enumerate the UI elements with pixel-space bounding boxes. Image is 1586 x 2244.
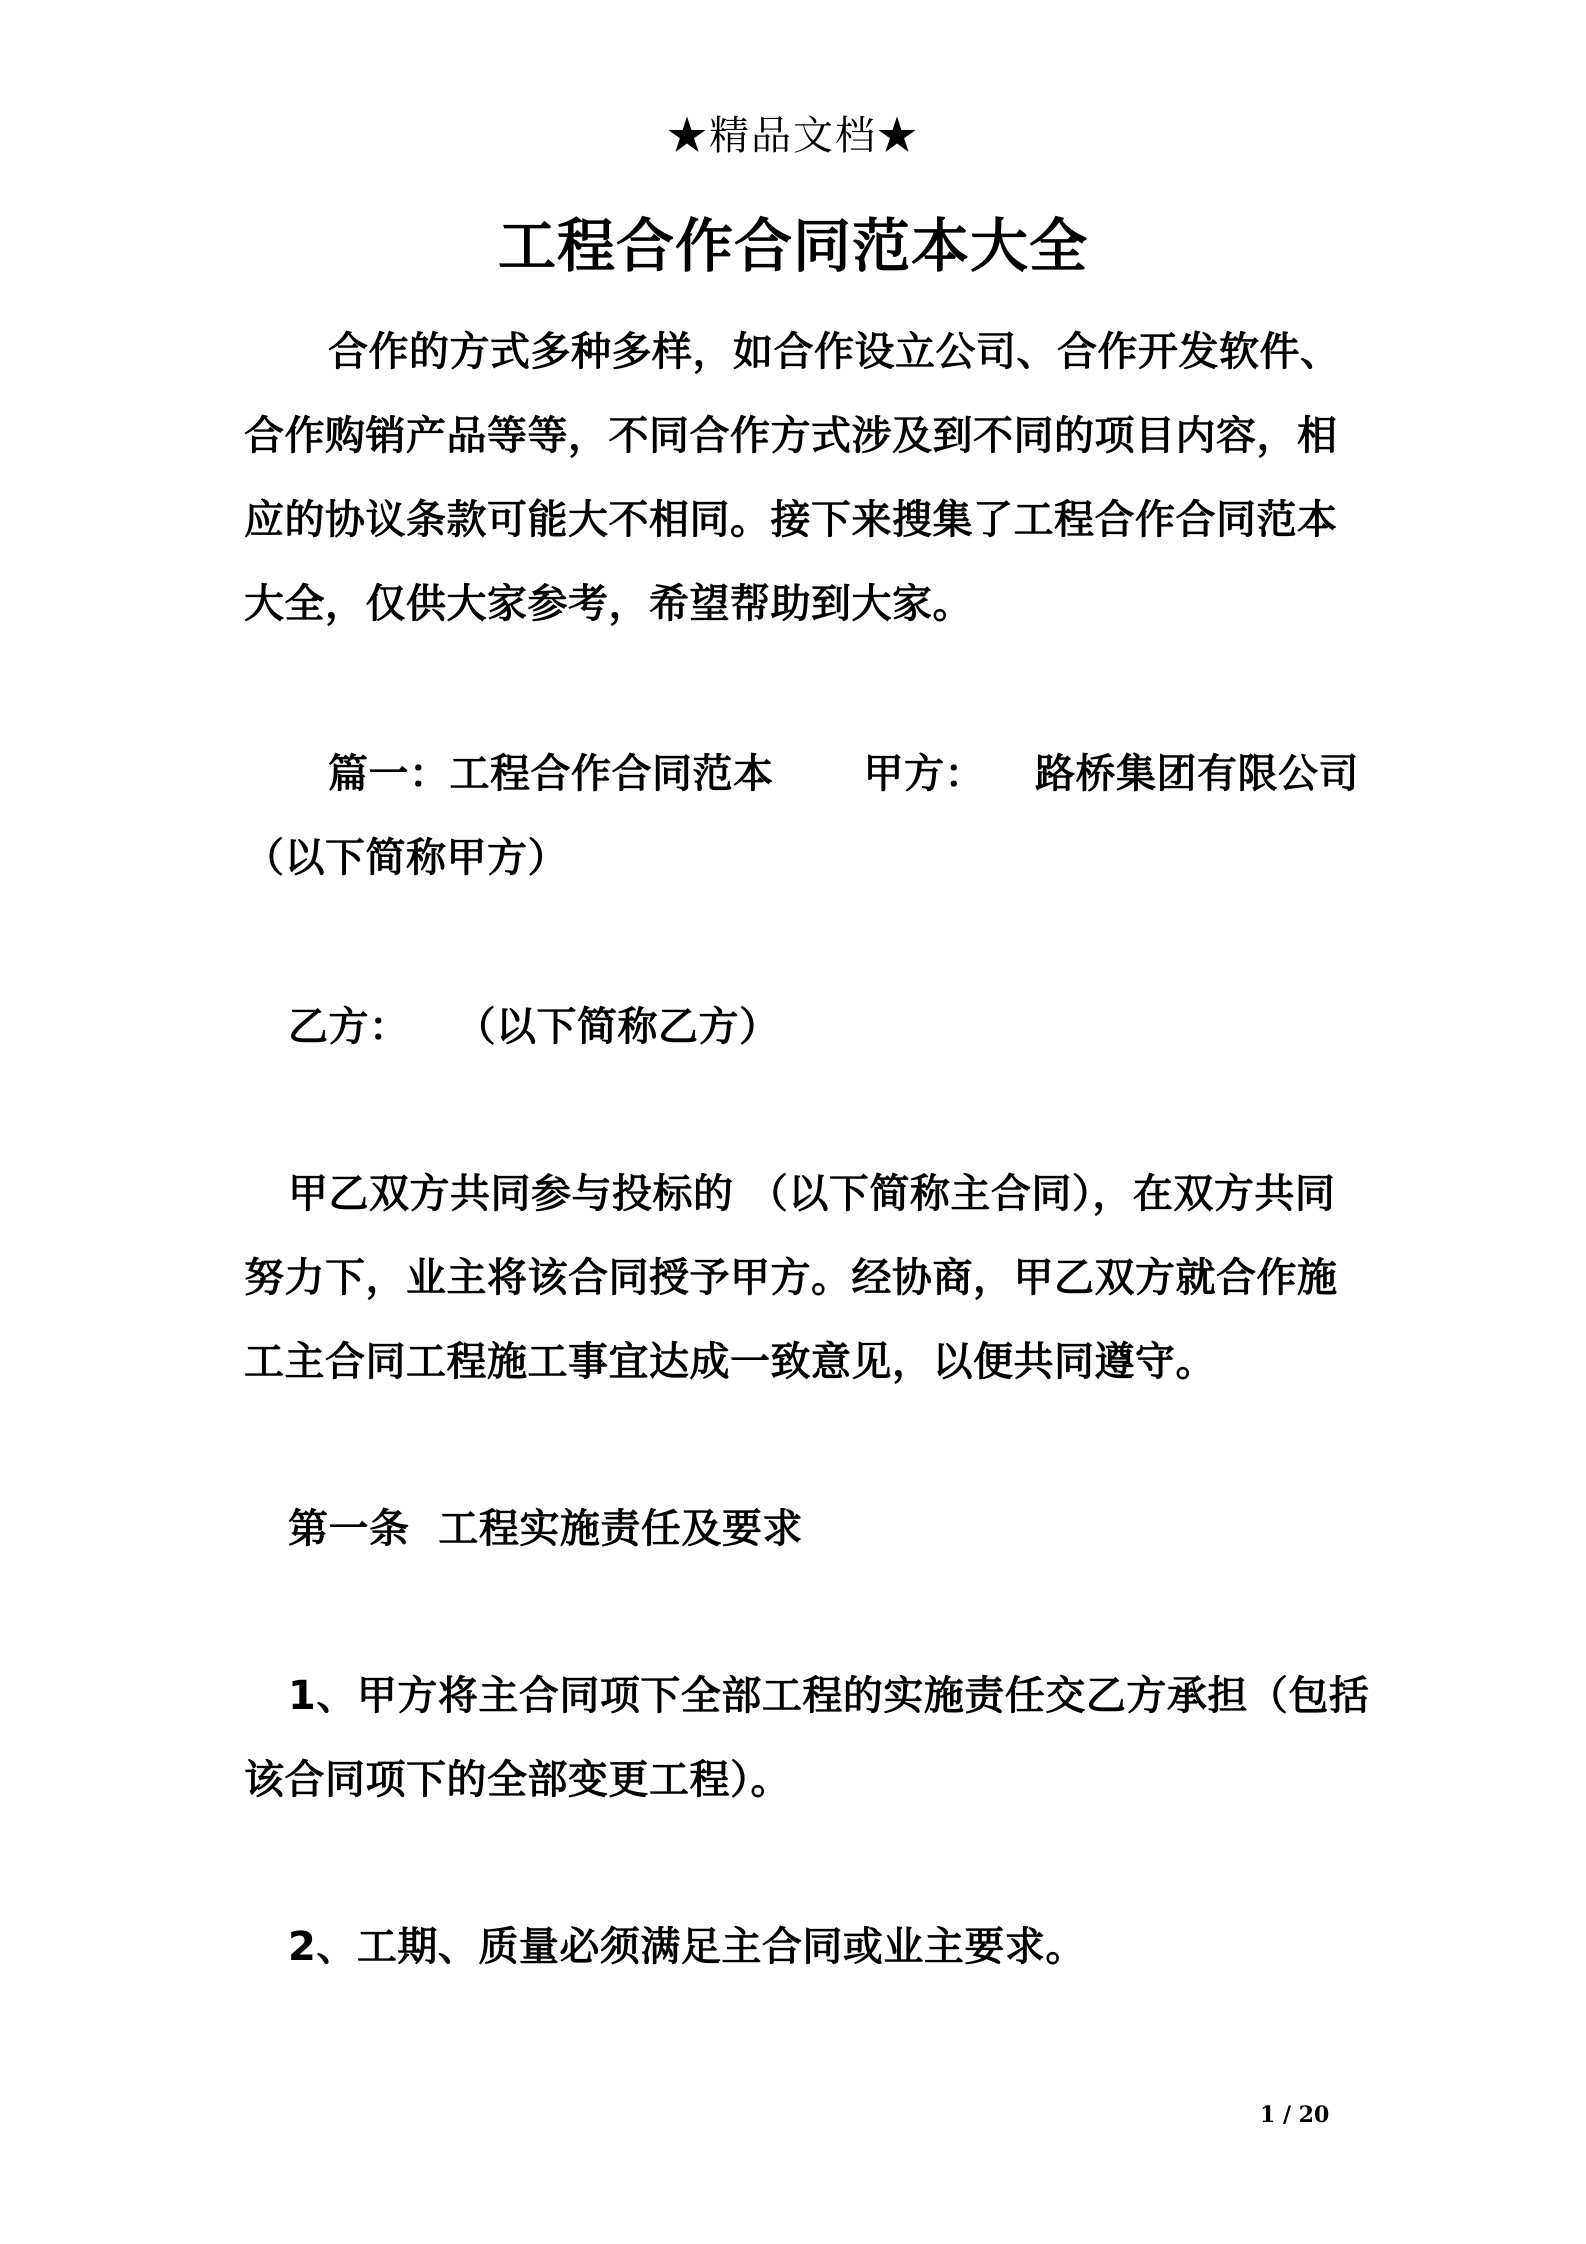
party-b-paragraph xyxy=(244,985,1360,1069)
party-b-label: 乙方： xyxy=(288,1004,410,1050)
intro-paragraph xyxy=(244,310,1360,646)
main-agreement-paragraph xyxy=(244,1152,1360,1404)
article1-heading: 第一条 工程实施责任及要求 xyxy=(288,1506,803,1552)
page-number: 1 / 20 xyxy=(1260,2102,1330,2128)
intro-line: 合作购销产品等等，不同合作方式涉及到不同的项目内容，相 xyxy=(244,413,1338,459)
party-a-label: 甲方： xyxy=(863,751,985,797)
document-title: 工程合作合同范本大全 xyxy=(497,212,1088,280)
intro-line: 应的协议条款可能大不相同。接下来搜集了工程合作合同范本 xyxy=(244,497,1338,543)
party-a-name: 路桥集团有限公司 xyxy=(1035,751,1359,797)
section1-paragraph xyxy=(244,732,1360,900)
item1-paragraph xyxy=(244,1654,1370,1822)
party-b-line xyxy=(244,985,1360,1069)
item1-line: 该合同项下的全部变更工程）。 xyxy=(244,1757,791,1803)
intro-line: 大全，仅供大家参考，希望帮助到大家。 xyxy=(244,581,973,627)
item2-paragraph xyxy=(244,1905,1360,1989)
main-paragraph-line: 甲乙双方共同参与投标的 （以下简称主合同），在双方共同 xyxy=(288,1171,1336,1217)
item1-line: 1、甲方将主合同项下全部工程的实施责任交乙方承担（包括 xyxy=(288,1673,1370,1719)
party-b-note: （以下简称乙方） xyxy=(455,1004,780,1050)
article1-paragraph xyxy=(244,1487,1360,1571)
section1-heading: 篇一：工程合作合同范本 xyxy=(328,751,774,797)
item2-line: 2、工期、质量必须满足主合同或业主要求。 xyxy=(288,1924,1086,1970)
document-header-badge: ★精品文档★ xyxy=(667,113,919,159)
main-paragraph-line: 努力下，业主将该合同授予甲方。经协商，甲乙双方就合作施 xyxy=(244,1255,1338,1301)
intro-line: 合作的方式多种多样，如合作设立公司、合作开发软件、 xyxy=(328,329,1341,375)
party-a-note: （以下简称甲方） xyxy=(244,835,568,881)
section1-heading-line xyxy=(244,732,1360,816)
main-paragraph-line: 工主合同工程施工事宜达成一致意见，以便共同遵守。 xyxy=(244,1339,1216,1385)
